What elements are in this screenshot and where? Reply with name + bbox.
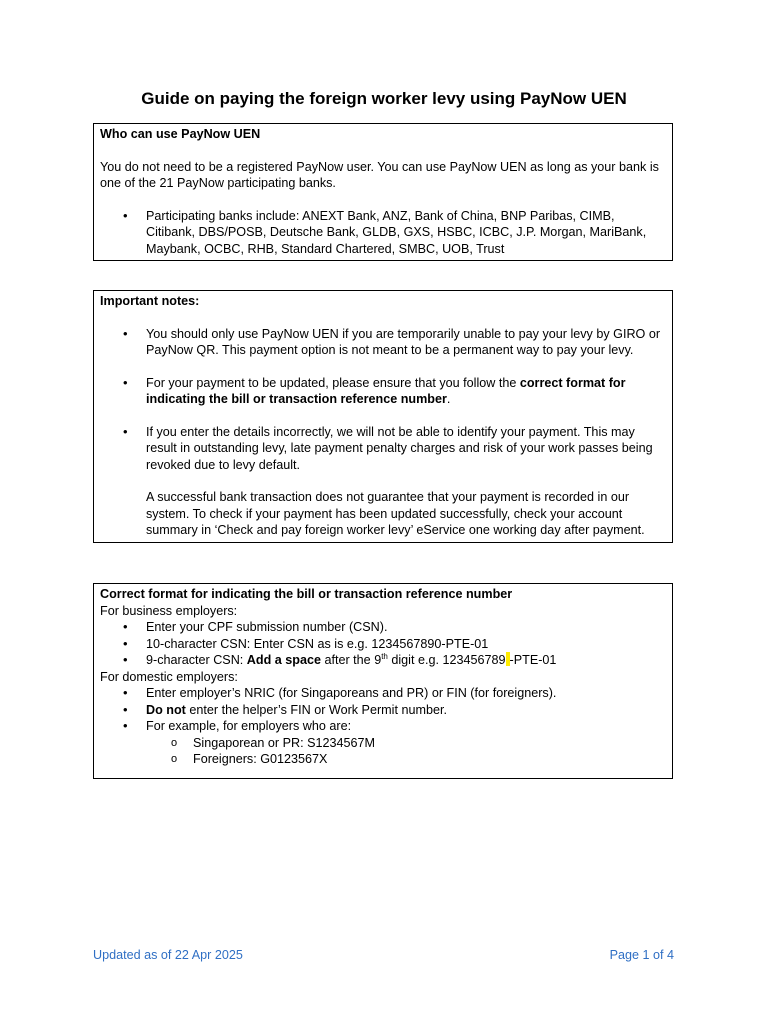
b3-end: -PTE-01 [509,653,557,667]
list-item [100,424,666,539]
page-title: Guide on paying the foreign worker levy using PayNow UEN [141,89,627,108]
list-item: • You should only use PayNow UEN if you are temporarily unable to pay your levy by GIRO or PayNow QR. This payment option is not meant to be a permanent way to pay your levy. [100,326,666,359]
list-item: • Enter employer’s NRIC (for Singaporeans and PR) or FIN (for foreigners). [100,685,666,702]
banks-list [100,208,666,258]
add-space-text: Add a space [246,653,321,667]
list-item: o Foreigners: G0123567X [100,751,666,768]
b3-post: digit e.g. 123456789 [387,653,506,667]
who-intro: You do not need to be a registered PayNow user. You can use PayNow UEN as long as your bank is one of the 21 PayNow participating banks. [100,159,659,190]
who-heading: Who can use PayNow UEN [100,127,261,141]
updated-date: Updated as of 22 Apr 2025 [93,948,243,962]
list-item: • Participating banks include: ANEXT Bank, ANZ, Bank of China, BNP Paribas, CIMB, Citibank, DBS/POSB, Deutsche Bank, GLDB, GXS, HSBC, ICBC, J.P. Morgan, MariBank, Maybank, OCBC, RHB, Standard Chartered, SMBC, UOB, Trust [100,208,666,258]
business-list [100,619,666,669]
b3-mid: after the 9 [320,653,382,667]
notes-item2-text: For your payment to be updated, please ensure that you follow the [146,375,520,390]
domestic-label: For domestic employers: [100,669,238,684]
format-heading: Correct format for indicating the bill or transaction reference number [100,587,513,601]
do-not-text: Do not [146,702,186,717]
page-number: Page 1 of 4 [609,948,674,962]
notes-item3-extra: A successful bank transaction does not guarantee that your payment is recorded in our system. To check if your payment has been updated successfully, check your account summary in ‘Check and pay foreign worker levy’ eService one working day after payment. [146,490,645,537]
important-notes-box [93,290,673,543]
format-link-text: correct format for indicating the bill or transaction reference number [146,375,626,406]
list-item: o Singaporean or PR: S1234567M [100,735,666,752]
business-label: For business employers: [100,603,238,618]
d2-rest: enter the helper’s FIN or Work Permit number. [185,702,447,717]
list-item: • Enter your CPF submission number (CSN). [100,619,666,636]
notes-item3-text: • If you enter the details incorrectly, we will not be able to identify your payment. This may result in outstanding levy, late payment penalty charges and risk of your work passes being revoked due to levy default. [146,424,653,472]
who-can-use-box [93,123,673,261]
notes-heading: Important notes: [100,294,200,308]
example-sublist [100,735,666,768]
list-item [100,375,666,408]
domestic-list [100,685,666,735]
b3-pre: 9-character CSN: [146,653,247,667]
list-item [100,718,666,735]
notes-item2-end: . [446,392,451,406]
d3-text: • For example, for employers who are: [146,719,352,733]
correct-format-box [93,583,673,779]
b3-sup: th [381,652,388,661]
list-item [100,702,666,719]
list-item: • 10-character CSN: Enter CSN as is e.g. 1234567890-PTE-01 [100,636,666,653]
notes-list [100,326,666,539]
list-item [100,652,666,669]
